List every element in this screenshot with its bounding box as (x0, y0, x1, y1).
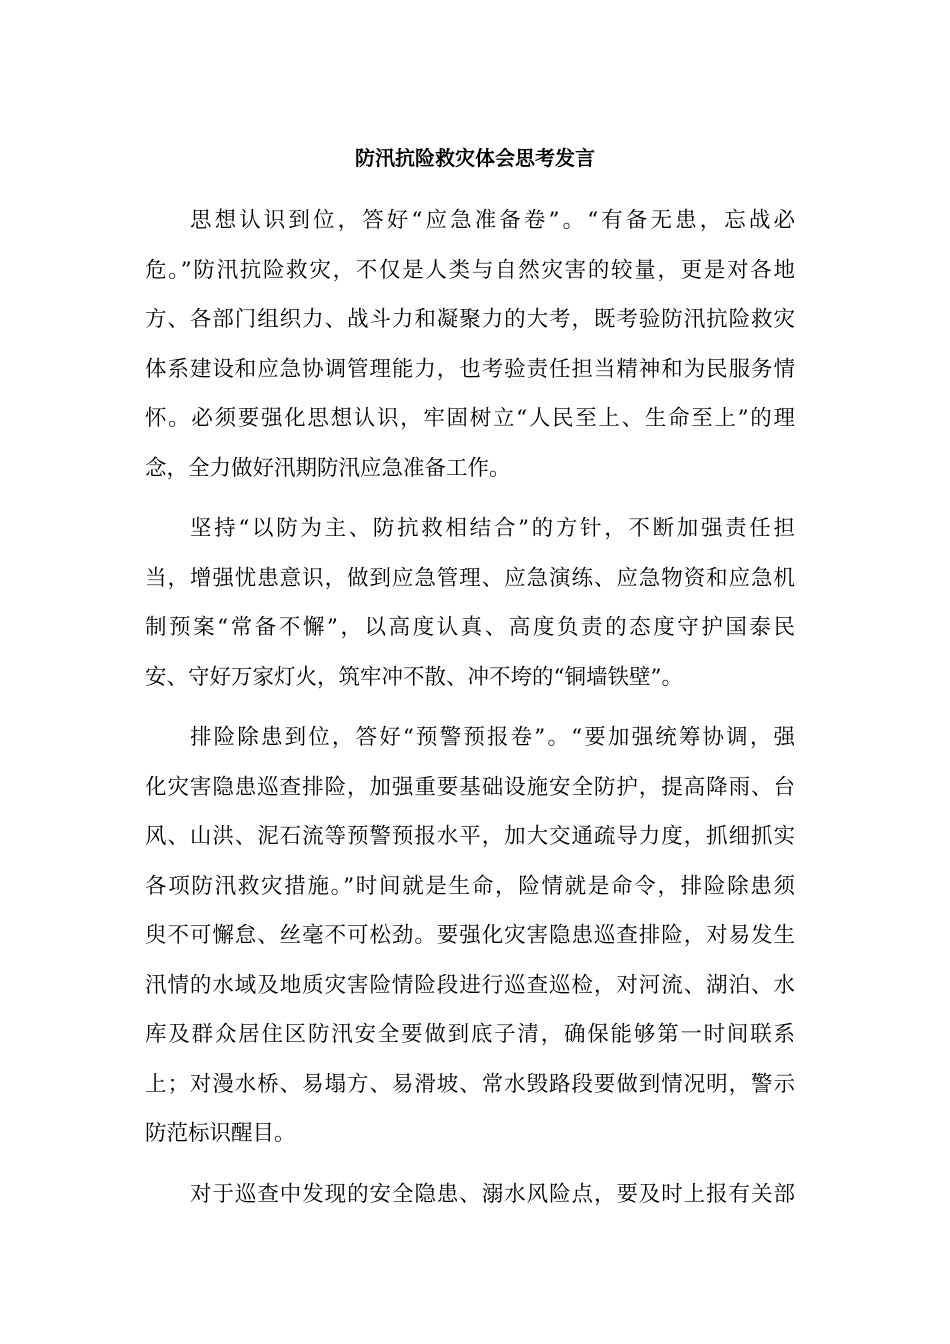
paragraph-line: 库及群众居住区防汛安全要做到底子清，确保能够第一时间联系 (145, 1022, 795, 1047)
paragraph-line: 怀。必须要强化思想认识，牢固树立“人民至上、生命至上”的理 (145, 406, 795, 431)
paragraph-line: 当，增强忧患意识，做到应急管理、应急演练、应急物资和应急机 (145, 565, 795, 591)
paragraph-line: 对于巡查中发现的安全隐患、溺水风险点，要及时上报有关部 (190, 1181, 795, 1207)
document-body (145, 196, 795, 1230)
paragraph (145, 713, 795, 1159)
paragraph-line: 方、各部门组织力、战斗力和凝聚力的大考，既考验防汛抗险救灾 (145, 307, 795, 332)
document-title: 防汛抗险救灾体会思考发言 (355, 146, 595, 170)
paragraph-line: 汛情的水域及地质灾害险情险段进行巡查巡检，对河流、湖泊、水 (145, 972, 795, 998)
paragraph (145, 196, 795, 493)
paragraph-line: 化灾害隐患巡查排险，加强重要基础设施安全防护，提高降雨、台 (145, 774, 795, 800)
paragraph-line: 思想认识到位，答好“应急准备卷”。“有备无患，忘战必 (190, 208, 795, 233)
paragraph-line: 体系建设和应急协调管理能力，也考验责任担当精神和为民服务情 (145, 356, 795, 382)
paragraph (145, 504, 795, 702)
paragraph-line: 制预案“常备不懈”，以高度认真、高度负责的态度守护国泰民 (145, 615, 795, 640)
paragraph-line: 危。”防汛抗险救灾，不仅是人类与自然灾害的较量，更是对各地 (145, 257, 795, 283)
paragraph-line: 安、守好万家灯火，筑牢冲不散、冲不垮的“铜墙铁壁”。 (145, 664, 683, 690)
paragraph-line: 防范标识醒目。 (145, 1121, 296, 1146)
paragraph-line: 风、山洪、泥石流等预警预报水平，加大交通疏导力度，抓细抓实 (145, 824, 795, 849)
paragraph-line: 念，全力做好汛期防汛应急准备工作。 (145, 455, 511, 481)
paragraph-line: 各项防汛救灾措施。”时间就是生命，险情就是命令，排险除患须 (145, 873, 795, 899)
paragraph-line: 坚持“以防为主、防抗救相结合”的方针，不断加强责任担 (190, 516, 795, 541)
paragraph-line: 上；对漫水桥、易塌方、易滑坡、常水毁路段要做到情况明，警示 (145, 1071, 795, 1097)
paragraph (145, 1170, 795, 1220)
paragraph-line: 排险除患到位，答好“预警预报卷”。“要加强统筹协调，强 (190, 725, 795, 750)
paragraph-line: 臾不可懈怠、丝毫不可松劲。要强化灾害隐患巡查排险，对易发生 (145, 923, 795, 948)
